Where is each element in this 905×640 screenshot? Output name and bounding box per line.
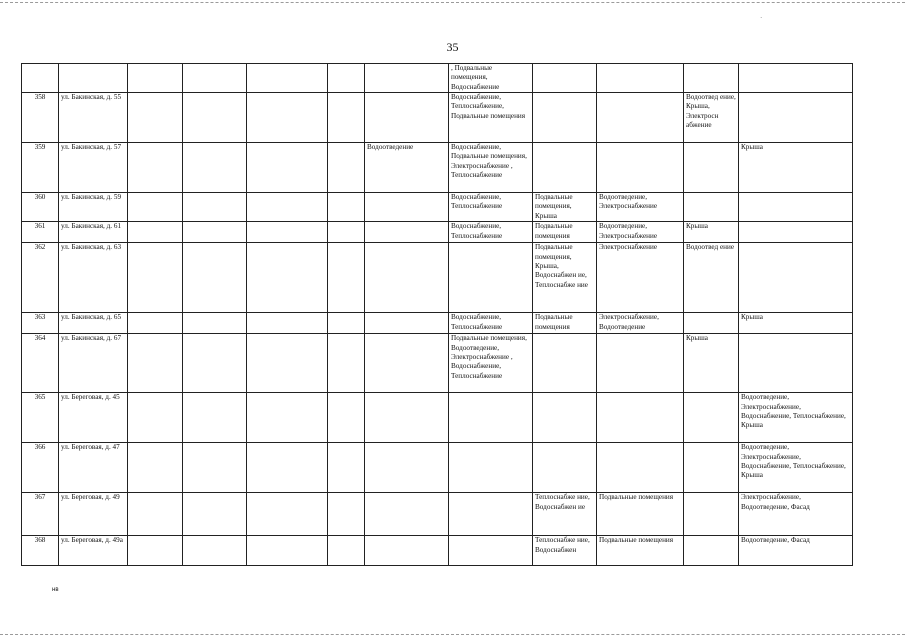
- row-number-cell: 358: [22, 93, 59, 143]
- table-row: [22, 393, 853, 443]
- address-cell: ул. Береговая, д. 49а: [59, 536, 128, 566]
- row-number-cell: 367: [22, 493, 59, 536]
- work-type-cell: Электроснабжение, Водоотведение, Фасад: [739, 493, 853, 536]
- work-type-cell: [247, 64, 328, 93]
- work-type-cell: Водоотведение: [365, 143, 449, 193]
- work-type-cell: [328, 443, 365, 493]
- work-type-cell: [247, 334, 328, 393]
- work-type-cell: [247, 222, 328, 243]
- row-number-cell: 360: [22, 193, 59, 222]
- work-type-cell: [247, 536, 328, 566]
- address-cell: ул. Береговая, д. 45: [59, 393, 128, 443]
- work-type-cell: Водоотведение, Электроснабжение: [597, 222, 684, 243]
- table-row: [22, 493, 853, 536]
- work-type-cell: [597, 64, 684, 93]
- work-type-cell: [328, 334, 365, 393]
- work-type-cell: [684, 64, 739, 93]
- row-number-cell: 362: [22, 243, 59, 313]
- work-type-cell: [365, 493, 449, 536]
- address-cell: ул. Бакинская, д. 61: [59, 222, 128, 243]
- work-type-cell: [128, 536, 183, 566]
- work-type-cell: Водоотведение, Электроснабжение: [597, 193, 684, 222]
- work-type-cell: [328, 393, 365, 443]
- table-row: [22, 243, 853, 313]
- work-type-cell: Водоотвед ение, Крыша, Электросн абжение: [684, 93, 739, 143]
- work-type-cell: Подвальные помещения: [533, 313, 597, 334]
- table-row: [22, 193, 853, 222]
- work-type-cell: [365, 93, 449, 143]
- work-type-cell: [328, 536, 365, 566]
- page-number: 35: [446, 40, 459, 54]
- work-type-cell: Электроснабжение: [597, 243, 684, 313]
- work-type-cell: [128, 243, 183, 313]
- work-type-cell: [533, 443, 597, 493]
- work-type-cell: Водоснабжение, Подвальные помещения, Электроснабжение , Теплоснабжение: [449, 143, 533, 193]
- work-type-cell: [328, 193, 365, 222]
- row-number-cell: 366: [22, 443, 59, 493]
- work-type-cell: [128, 193, 183, 222]
- work-type-cell: [128, 143, 183, 193]
- work-type-cell: [597, 443, 684, 493]
- table-body: [22, 64, 853, 566]
- work-type-cell: [449, 536, 533, 566]
- work-type-cell: Водоотведение, Фасад: [739, 536, 853, 566]
- work-type-cell: [247, 493, 328, 536]
- address-cell: ул. Бакинская, д. 65: [59, 313, 128, 334]
- work-type-cell: [183, 243, 247, 313]
- row-number-cell: 368: [22, 536, 59, 566]
- scan-mark: ·: [760, 14, 763, 22]
- address-cell: ул. Береговая, д. 49: [59, 493, 128, 536]
- work-type-cell: [328, 493, 365, 536]
- work-type-cell: [739, 64, 853, 93]
- work-type-cell: [684, 313, 739, 334]
- work-type-cell: Водоснабжение, Теплоснабжение: [449, 313, 533, 334]
- table-row: [22, 334, 853, 393]
- row-number-cell: 361: [22, 222, 59, 243]
- work-type-cell: [328, 93, 365, 143]
- work-type-cell: [533, 334, 597, 393]
- work-type-cell: [449, 243, 533, 313]
- row-number-cell: 363: [22, 313, 59, 334]
- work-type-cell: [247, 443, 328, 493]
- work-type-cell: [247, 193, 328, 222]
- row-number-cell: [22, 64, 59, 93]
- work-type-cell: [183, 393, 247, 443]
- work-type-cell: [365, 313, 449, 334]
- work-type-cell: [247, 393, 328, 443]
- work-type-cell: [183, 93, 247, 143]
- work-type-cell: [328, 64, 365, 93]
- work-type-cell: [597, 334, 684, 393]
- work-type-cell: [365, 193, 449, 222]
- work-type-cell: [739, 243, 853, 313]
- work-type-cell: [739, 193, 853, 222]
- work-type-cell: [365, 243, 449, 313]
- work-type-cell: [597, 143, 684, 193]
- work-type-cell: [247, 313, 328, 334]
- work-type-cell: [128, 443, 183, 493]
- work-type-cell: [739, 222, 853, 243]
- work-type-cell: [684, 493, 739, 536]
- work-type-cell: [183, 143, 247, 193]
- work-type-cell: Теплоснабже ние, Водоснабжен ие: [533, 493, 597, 536]
- work-type-cell: Крыша: [684, 334, 739, 393]
- work-type-cell: [449, 443, 533, 493]
- scan-edge-top: [0, 2, 905, 3]
- work-type-cell: [128, 222, 183, 243]
- work-type-cell: [183, 536, 247, 566]
- table-row: [22, 222, 853, 243]
- table-row: [22, 93, 853, 143]
- work-type-cell: [128, 393, 183, 443]
- address-cell: [59, 64, 128, 93]
- work-type-cell: [684, 393, 739, 443]
- work-type-cell: [684, 443, 739, 493]
- work-type-cell: [533, 64, 597, 93]
- work-type-cell: [597, 93, 684, 143]
- work-type-cell: [533, 143, 597, 193]
- work-type-cell: [247, 243, 328, 313]
- work-type-cell: [533, 393, 597, 443]
- work-type-cell: [183, 443, 247, 493]
- work-type-cell: [684, 536, 739, 566]
- work-type-cell: [128, 64, 183, 93]
- work-type-cell: [247, 93, 328, 143]
- work-type-cell: [533, 93, 597, 143]
- row-number-cell: 365: [22, 393, 59, 443]
- address-cell: ул. Бакинская, д. 63: [59, 243, 128, 313]
- row-number-cell: 364: [22, 334, 59, 393]
- work-type-cell: Крыша: [739, 313, 853, 334]
- work-type-cell: [365, 536, 449, 566]
- row-number-cell: 359: [22, 143, 59, 193]
- work-type-cell: [183, 493, 247, 536]
- work-type-cell: Подвальные помещения: [597, 493, 684, 536]
- table-row: [22, 536, 853, 566]
- table-row: [22, 313, 853, 334]
- work-type-cell: Водоотведение, Электроснабжение, Водоснабжение, Теплоснабжение, Крыша: [739, 443, 853, 493]
- work-type-cell: [739, 93, 853, 143]
- address-cell: ул. Береговая, д. 47: [59, 443, 128, 493]
- work-type-cell: Крыша: [739, 143, 853, 193]
- work-type-cell: [328, 243, 365, 313]
- work-type-cell: [128, 93, 183, 143]
- work-type-cell: Электроснабжение, Водоотведение: [597, 313, 684, 334]
- work-type-cell: Подвальные помещения: [533, 222, 597, 243]
- work-type-cell: [449, 493, 533, 536]
- work-type-cell: Подвальные помещения: [597, 536, 684, 566]
- work-type-cell: , Подвальные помещения, Водоснабжение: [449, 64, 533, 93]
- work-type-cell: [365, 393, 449, 443]
- work-type-cell: [365, 334, 449, 393]
- work-type-cell: [684, 193, 739, 222]
- work-type-cell: [128, 334, 183, 393]
- table-row: [22, 64, 853, 93]
- table-row: [22, 143, 853, 193]
- address-cell: ул. Бакинская, д. 67: [59, 334, 128, 393]
- address-cell: ул. Бакинская, д. 55: [59, 93, 128, 143]
- work-type-cell: [183, 64, 247, 93]
- work-type-cell: Подвальные помещения, Водоотведение, Электроснабжение , Водоснабжение, Теплоснабжение: [449, 334, 533, 393]
- work-type-cell: [365, 222, 449, 243]
- repair-schedule-table: [21, 63, 853, 566]
- work-type-cell: Подвальные помещения, Крыша, Водоснабжен ие, Теплоснабже ние: [533, 243, 597, 313]
- work-type-cell: [328, 313, 365, 334]
- work-type-cell: [328, 143, 365, 193]
- work-type-cell: [365, 64, 449, 93]
- work-type-cell: Крыша: [684, 222, 739, 243]
- work-type-cell: [183, 334, 247, 393]
- work-type-cell: Водоснабжение, Теплоснабжение, Подвальные помещения: [449, 93, 533, 143]
- work-type-cell: Водоснабжение, Теплоснабжение: [449, 222, 533, 243]
- work-type-cell: Водоснабжение, Теплоснабжение: [449, 193, 533, 222]
- work-type-cell: [365, 443, 449, 493]
- work-type-cell: [684, 143, 739, 193]
- work-type-cell: [128, 313, 183, 334]
- scan-edge-bottom: [0, 634, 905, 635]
- footer-mark: нв: [52, 587, 59, 593]
- work-type-cell: [183, 313, 247, 334]
- work-type-cell: Подвальные помещения, Крыша: [533, 193, 597, 222]
- work-type-cell: Теплоснабже ние, Водоснабжен: [533, 536, 597, 566]
- work-type-cell: Водоотведение, Электроснабжение, Водоснабжение, Теплоснабжение, Крыша: [739, 393, 853, 443]
- work-type-cell: [183, 222, 247, 243]
- address-cell: ул. Бакинская, д. 59: [59, 193, 128, 222]
- table-row: [22, 443, 853, 493]
- work-type-cell: [183, 193, 247, 222]
- work-type-cell: [739, 334, 853, 393]
- work-type-cell: [597, 393, 684, 443]
- work-type-cell: [128, 493, 183, 536]
- work-type-cell: [247, 143, 328, 193]
- work-type-cell: [328, 222, 365, 243]
- address-cell: ул. Бакинская, д. 57: [59, 143, 128, 193]
- work-type-cell: [449, 393, 533, 443]
- work-type-cell: Водоотвед ение: [684, 243, 739, 313]
